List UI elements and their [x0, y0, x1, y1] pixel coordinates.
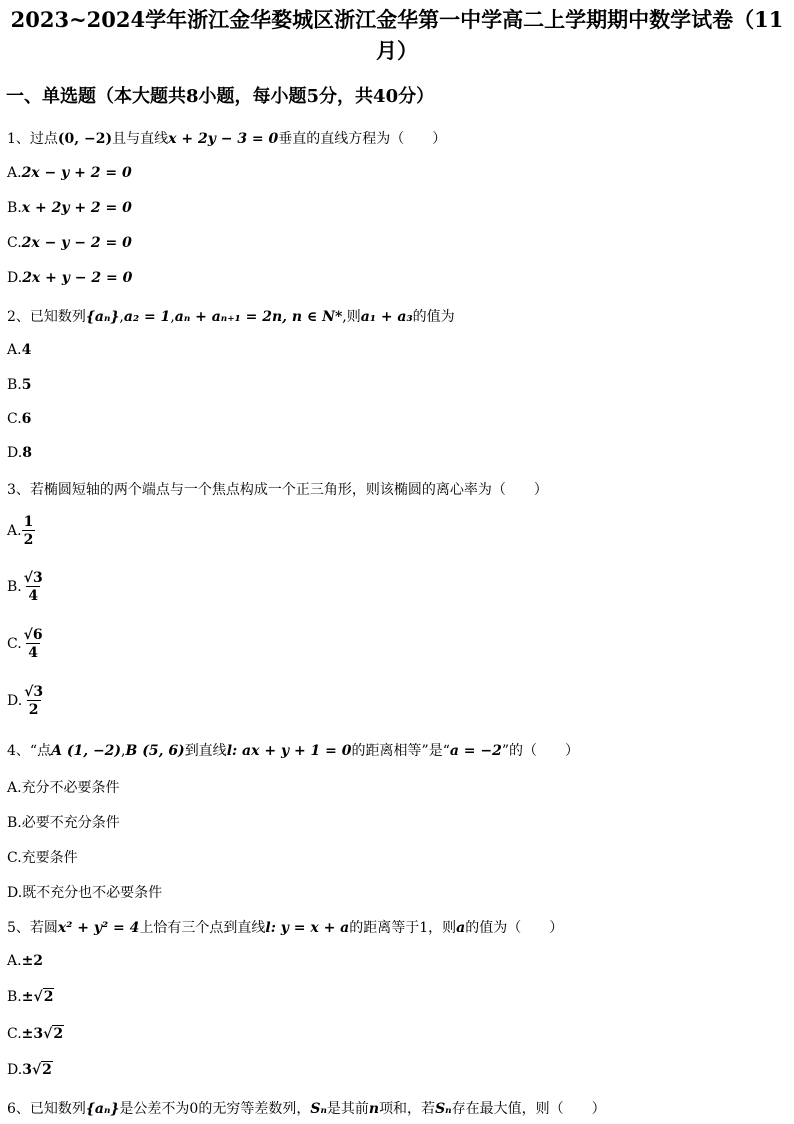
math-expression: aₙ + aₙ₊₁ = 2n, n ∈ N* [174, 309, 343, 325]
option-3c [7, 627, 45, 661]
option-label: D. [7, 270, 23, 286]
option-label: B. [7, 579, 22, 595]
option-label: B. [7, 377, 22, 393]
option-1d [7, 270, 132, 286]
math-expression: Sₙ [310, 1101, 327, 1117]
math-expression: l: ax + y + 1 = 0 [226, 743, 352, 759]
math-expression: A (1, −2) [51, 743, 122, 759]
option-5d [7, 1062, 53, 1078]
option-label: B. [7, 989, 22, 1005]
question-number: 5、 [7, 920, 30, 936]
option-label: B. [7, 815, 22, 831]
option-1a [7, 165, 132, 181]
question-text: 的值为（ ） [465, 920, 564, 936]
option-label: A. [7, 342, 22, 358]
fraction-numerator: √3 [24, 684, 44, 700]
math-expression: {aₙ} [85, 309, 120, 325]
question-4 [7, 740, 579, 760]
option-3d [7, 684, 45, 718]
fraction [22, 570, 45, 604]
question-1 [7, 128, 446, 148]
square-root: √2 [31, 1062, 52, 1078]
option-label: C. [7, 850, 22, 866]
question-3 [7, 479, 548, 499]
option-label: D. [7, 445, 23, 461]
question-5 [7, 917, 563, 937]
fraction-denominator: 2 [28, 702, 39, 718]
option-label: A. [7, 780, 22, 796]
question-text: 是其前 [326, 1101, 369, 1117]
question-number: 2、 [7, 309, 30, 325]
question-text: 到直线 [184, 743, 227, 759]
option-2d [7, 445, 32, 461]
question-text: 若椭圆短轴的两个端点与一个焦点构成一个正三角形，则该椭圆的离心率为（ ） [29, 482, 548, 498]
option-expression: 4 [21, 342, 32, 358]
option-2b [7, 377, 32, 393]
fraction [22, 684, 45, 718]
option-expression: 2x + y − 2 = 0 [22, 270, 133, 286]
question-text: , [170, 309, 175, 325]
fraction-denominator: 4 [28, 588, 39, 604]
question-text: 若圆 [29, 920, 58, 936]
radicand: 2 [43, 989, 54, 1005]
math-expression: a = −2 [449, 743, 502, 759]
question-text: 项和，若 [379, 1101, 436, 1117]
option-1c [7, 235, 132, 251]
option-expression: ±3 [21, 1026, 44, 1042]
question-text: 上恰有三个点到直线 [139, 920, 266, 936]
math-expression: {aₙ} [85, 1101, 120, 1117]
option-text: 必要不充分条件 [21, 815, 120, 831]
math-expression: a [456, 920, 466, 936]
math-expression: a₁ + a₃ [360, 309, 413, 325]
option-3b [7, 570, 45, 604]
question-text: ”的（ ） [501, 743, 580, 759]
fraction-denominator: 4 [28, 645, 39, 661]
question-text: 的值为 [412, 309, 455, 325]
square-root: √2 [33, 989, 54, 1005]
section-heading: 一、单选题（本大题共8小题，每小题5分，共40分） [6, 86, 435, 107]
option-label: B. [7, 200, 22, 216]
fraction-numerator: √3 [23, 570, 43, 586]
question-text: 的距离等于1，则 [349, 920, 457, 936]
question-text: 的距离相等”是“ [351, 743, 450, 759]
math-expression: B (5, 6) [125, 743, 185, 759]
fraction-numerator: √6 [23, 627, 43, 643]
math-expression: n [368, 1101, 380, 1117]
option-expression: ± [21, 989, 34, 1005]
math-expression: l: y = x + a [265, 920, 350, 936]
option-3a [7, 514, 35, 548]
radicand: 2 [42, 1062, 52, 1078]
question-number: 3、 [7, 482, 30, 498]
option-text: 充要条件 [21, 850, 78, 866]
math-expression: x² + y² = 4 [57, 920, 140, 936]
option-2c [7, 411, 31, 427]
option-expression: 2x − y + 2 = 0 [21, 165, 132, 181]
option-expression: 2x − y − 2 = 0 [21, 235, 132, 251]
option-4a [7, 777, 120, 797]
question-text: , [119, 309, 124, 325]
option-label: D. [7, 693, 23, 709]
option-expression: 3 [22, 1062, 32, 1078]
option-label: C. [7, 235, 22, 251]
question-text: 垂直的直线方程为（ ） [278, 131, 447, 147]
option-text: 既不充分也不必要条件 [22, 885, 163, 901]
question-text: 已知数列 [29, 1101, 86, 1117]
question-2 [7, 306, 455, 326]
option-4d [7, 882, 162, 902]
math-expression: x + 2y − 3 = 0 [168, 131, 279, 147]
question-number: 4、 [7, 743, 30, 759]
question-text: 是公差不为0的无穷等差数列， [119, 1101, 311, 1117]
option-expression: 6 [21, 411, 32, 427]
fraction-numerator: 1 [23, 514, 34, 530]
option-5a [7, 953, 43, 969]
question-text: , [121, 743, 126, 759]
question-text: 已知数列 [29, 309, 86, 325]
radicand: 2 [53, 1026, 64, 1042]
fraction [22, 627, 45, 661]
option-label: C. [7, 411, 22, 427]
question-text: 存在最大值，则（ ） [451, 1101, 606, 1117]
square-root: √2 [43, 1026, 64, 1042]
math-expression: Sₙ [435, 1101, 452, 1117]
option-2a [7, 342, 31, 358]
option-expression: 5 [21, 377, 32, 393]
option-5c [7, 1026, 64, 1042]
question-text: ,则 [342, 309, 361, 325]
option-expression: 8 [22, 445, 32, 461]
question-text: 过点 [29, 131, 58, 147]
fraction [22, 514, 36, 548]
option-label: C. [7, 1026, 22, 1042]
option-4b [7, 812, 120, 832]
question-text: 且与直线 [112, 131, 169, 147]
option-label: D. [7, 885, 23, 901]
option-label: A. [7, 165, 22, 181]
math-expression: (0, −2) [57, 131, 113, 147]
option-label: D. [7, 1062, 23, 1078]
question-number: 6、 [7, 1101, 30, 1117]
question-6 [7, 1098, 606, 1118]
option-expression: ±2 [21, 953, 44, 969]
option-5b [7, 989, 54, 1005]
question-text: “点 [29, 743, 52, 759]
option-label: A. [7, 523, 22, 539]
option-label: C. [7, 636, 22, 652]
option-label: A. [7, 953, 22, 969]
option-expression: x + 2y + 2 = 0 [21, 200, 132, 216]
page-title: 2023~2024学年浙江金华婺城区浙江金华第一中学高二上学期期中数学试卷（11月） [10, 7, 784, 63]
math-expression: a₂ = 1 [123, 309, 171, 325]
question-number: 1、 [7, 131, 30, 147]
option-4c [7, 847, 78, 867]
fraction-denominator: 2 [23, 532, 34, 548]
option-text: 充分不必要条件 [21, 780, 120, 796]
option-1b [7, 200, 132, 216]
